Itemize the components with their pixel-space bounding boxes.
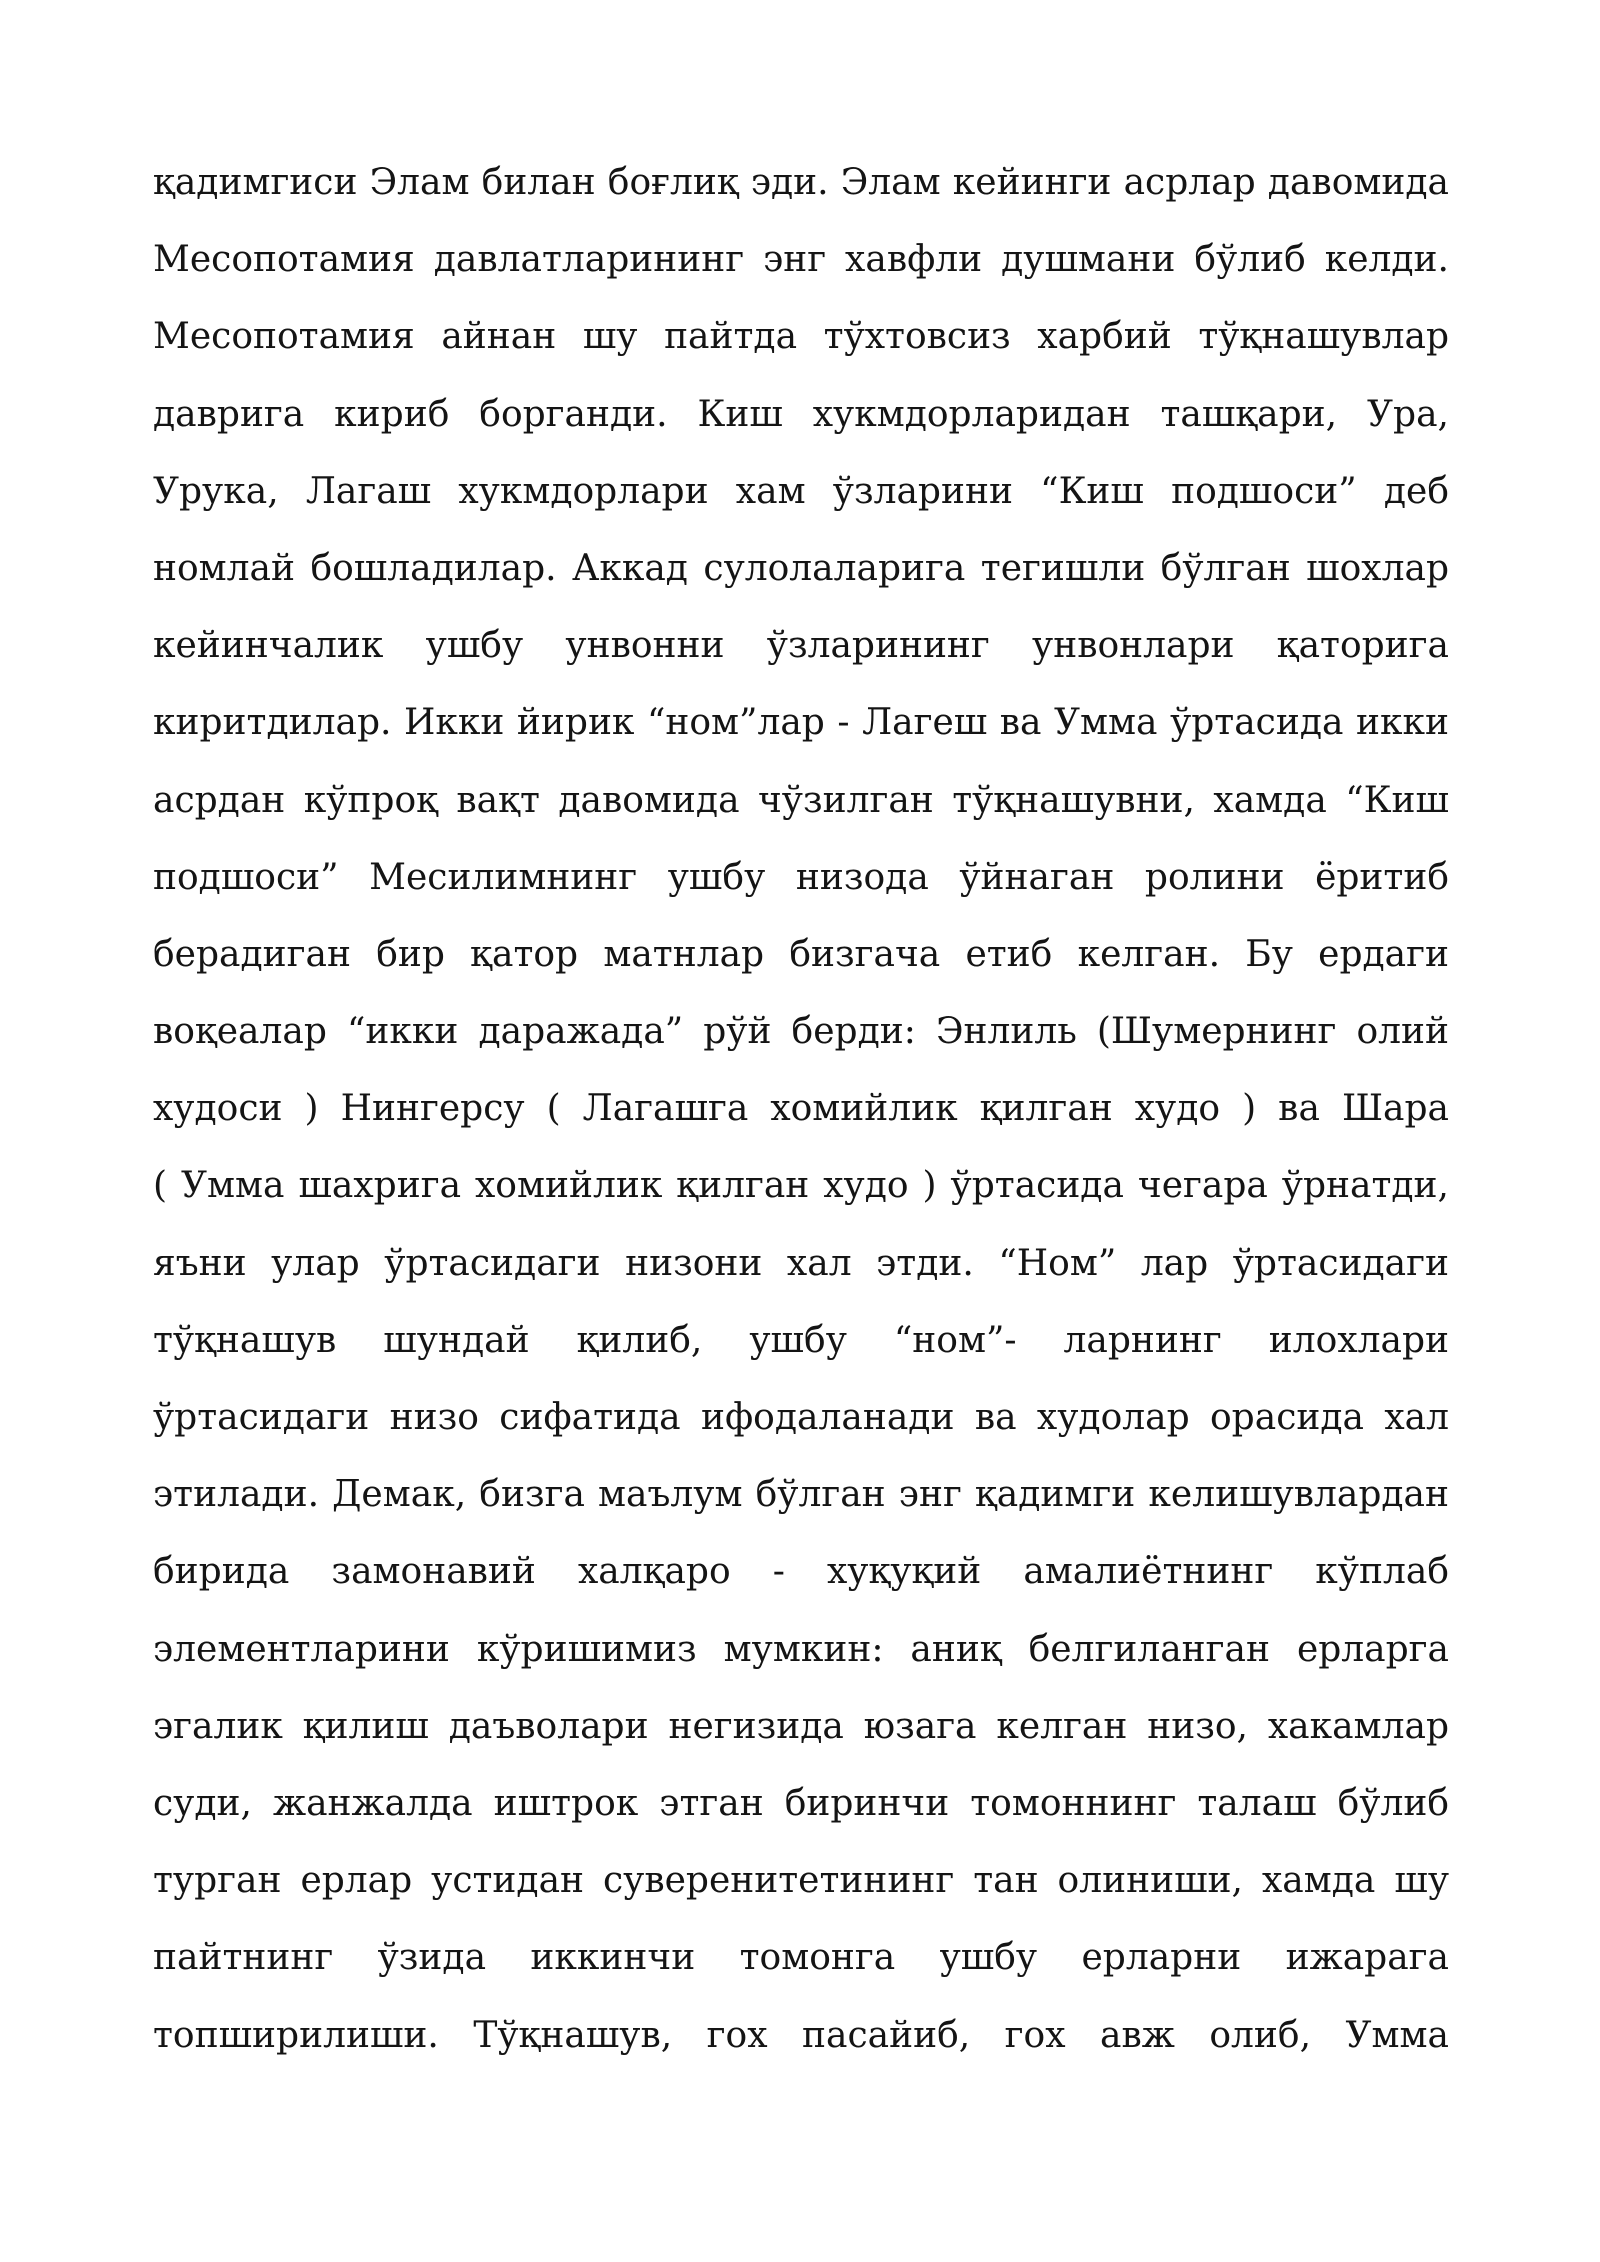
text-line: даврига кириб борганди. Киш хукмдорларидан ташқари, Ура, xyxy=(153,393,1449,435)
text-line: эгалик қилиш даъволари негизида юзага келган низо, хакамлар xyxy=(153,1705,1449,1747)
text-line: киритдилар. Икки йирик “ном”лар - Лагеш ва Умма ўртасида икки xyxy=(153,702,1449,744)
text-line: худоси ) Нингерсу ( Лагашга хомийлик қилган худо ) ва Шара xyxy=(153,1088,1449,1130)
text-line: тўқнашув шундай қилиб, ушбу “ном”- ларнинг илохлари xyxy=(153,1319,1449,1361)
text-line: қадимгиси Элам билан боғлиқ эди. Элам кейинги асрлар давомида xyxy=(153,162,1449,203)
text-line: яъни улар ўртасидаги низони хал этди. “Ном” лар ўртасидаги xyxy=(153,1242,1449,1284)
text-line: пайтнинг ўзида иккинчи томонга ушбу ерларни ижарага xyxy=(153,1937,1449,1979)
text-line: ўртасидаги низо сифатида ифодаланади ва худолар орасида хал xyxy=(153,1397,1449,1438)
text-line: турган ерлар устидан суверенитетининг тан олиниши, хамда шу xyxy=(153,1860,1449,1902)
text-line: воқеалар “икки даражада” рўй берди: Энлиль (Шумернинг олий xyxy=(153,1011,1449,1053)
body-text xyxy=(153,150,1449,2080)
text-line: берадиган бир қатор матнлар бизгача етиб келган. Бу ердаги xyxy=(153,933,1449,975)
text-line: элементларини кўришимиз мумкин: аниқ белгиланган ерларга xyxy=(153,1628,1449,1670)
text-line: Месопотамия айнан шу пайтда тўхтовсиз харбий тўқнашувлар xyxy=(153,316,1449,358)
text-line: кейинчалик ушбу унвонни ўзларининг унвонлари қаторига xyxy=(153,625,1449,667)
text-line: Урука, Лагаш хукмдорлари хам ўзларини “Киш подшоси” деб xyxy=(153,470,1449,512)
text-line: суди, жанжалда иштрок этган биринчи томоннинг талаш бўлиб xyxy=(153,1782,1449,1824)
text-line: номлай бошладилар. Аккад сулолаларига тегишли бўлган шохлар xyxy=(153,547,1449,589)
text-line: ( Умма шахрига хомийлик қилган худо ) ўртасида чегара ўрнатди, xyxy=(153,1165,1449,1207)
text-line: подшоси” Месилимнинг ушбу низода ўйнаган ролини ёритиб xyxy=(153,856,1449,898)
text-line: этилади. Демак, бизга маълум бўлган энг қадимги келишувлардан xyxy=(153,1474,1449,1516)
text-line: бирида замонавий халқаро - хуқуқий амалиётнинг кўплаб xyxy=(153,1551,1449,1593)
text-line: Месопотамия давлатларининг энг хавфли душмани бўлиб келди. xyxy=(153,239,1449,281)
text-line: топширилиши. Тўқнашув, гох пасайиб, гох авж олиб, Умма xyxy=(153,2014,1449,2056)
text-line: асрдан кўпроқ вақт давомида чўзилган тўқнашувни, хамда “Киш xyxy=(153,779,1449,821)
